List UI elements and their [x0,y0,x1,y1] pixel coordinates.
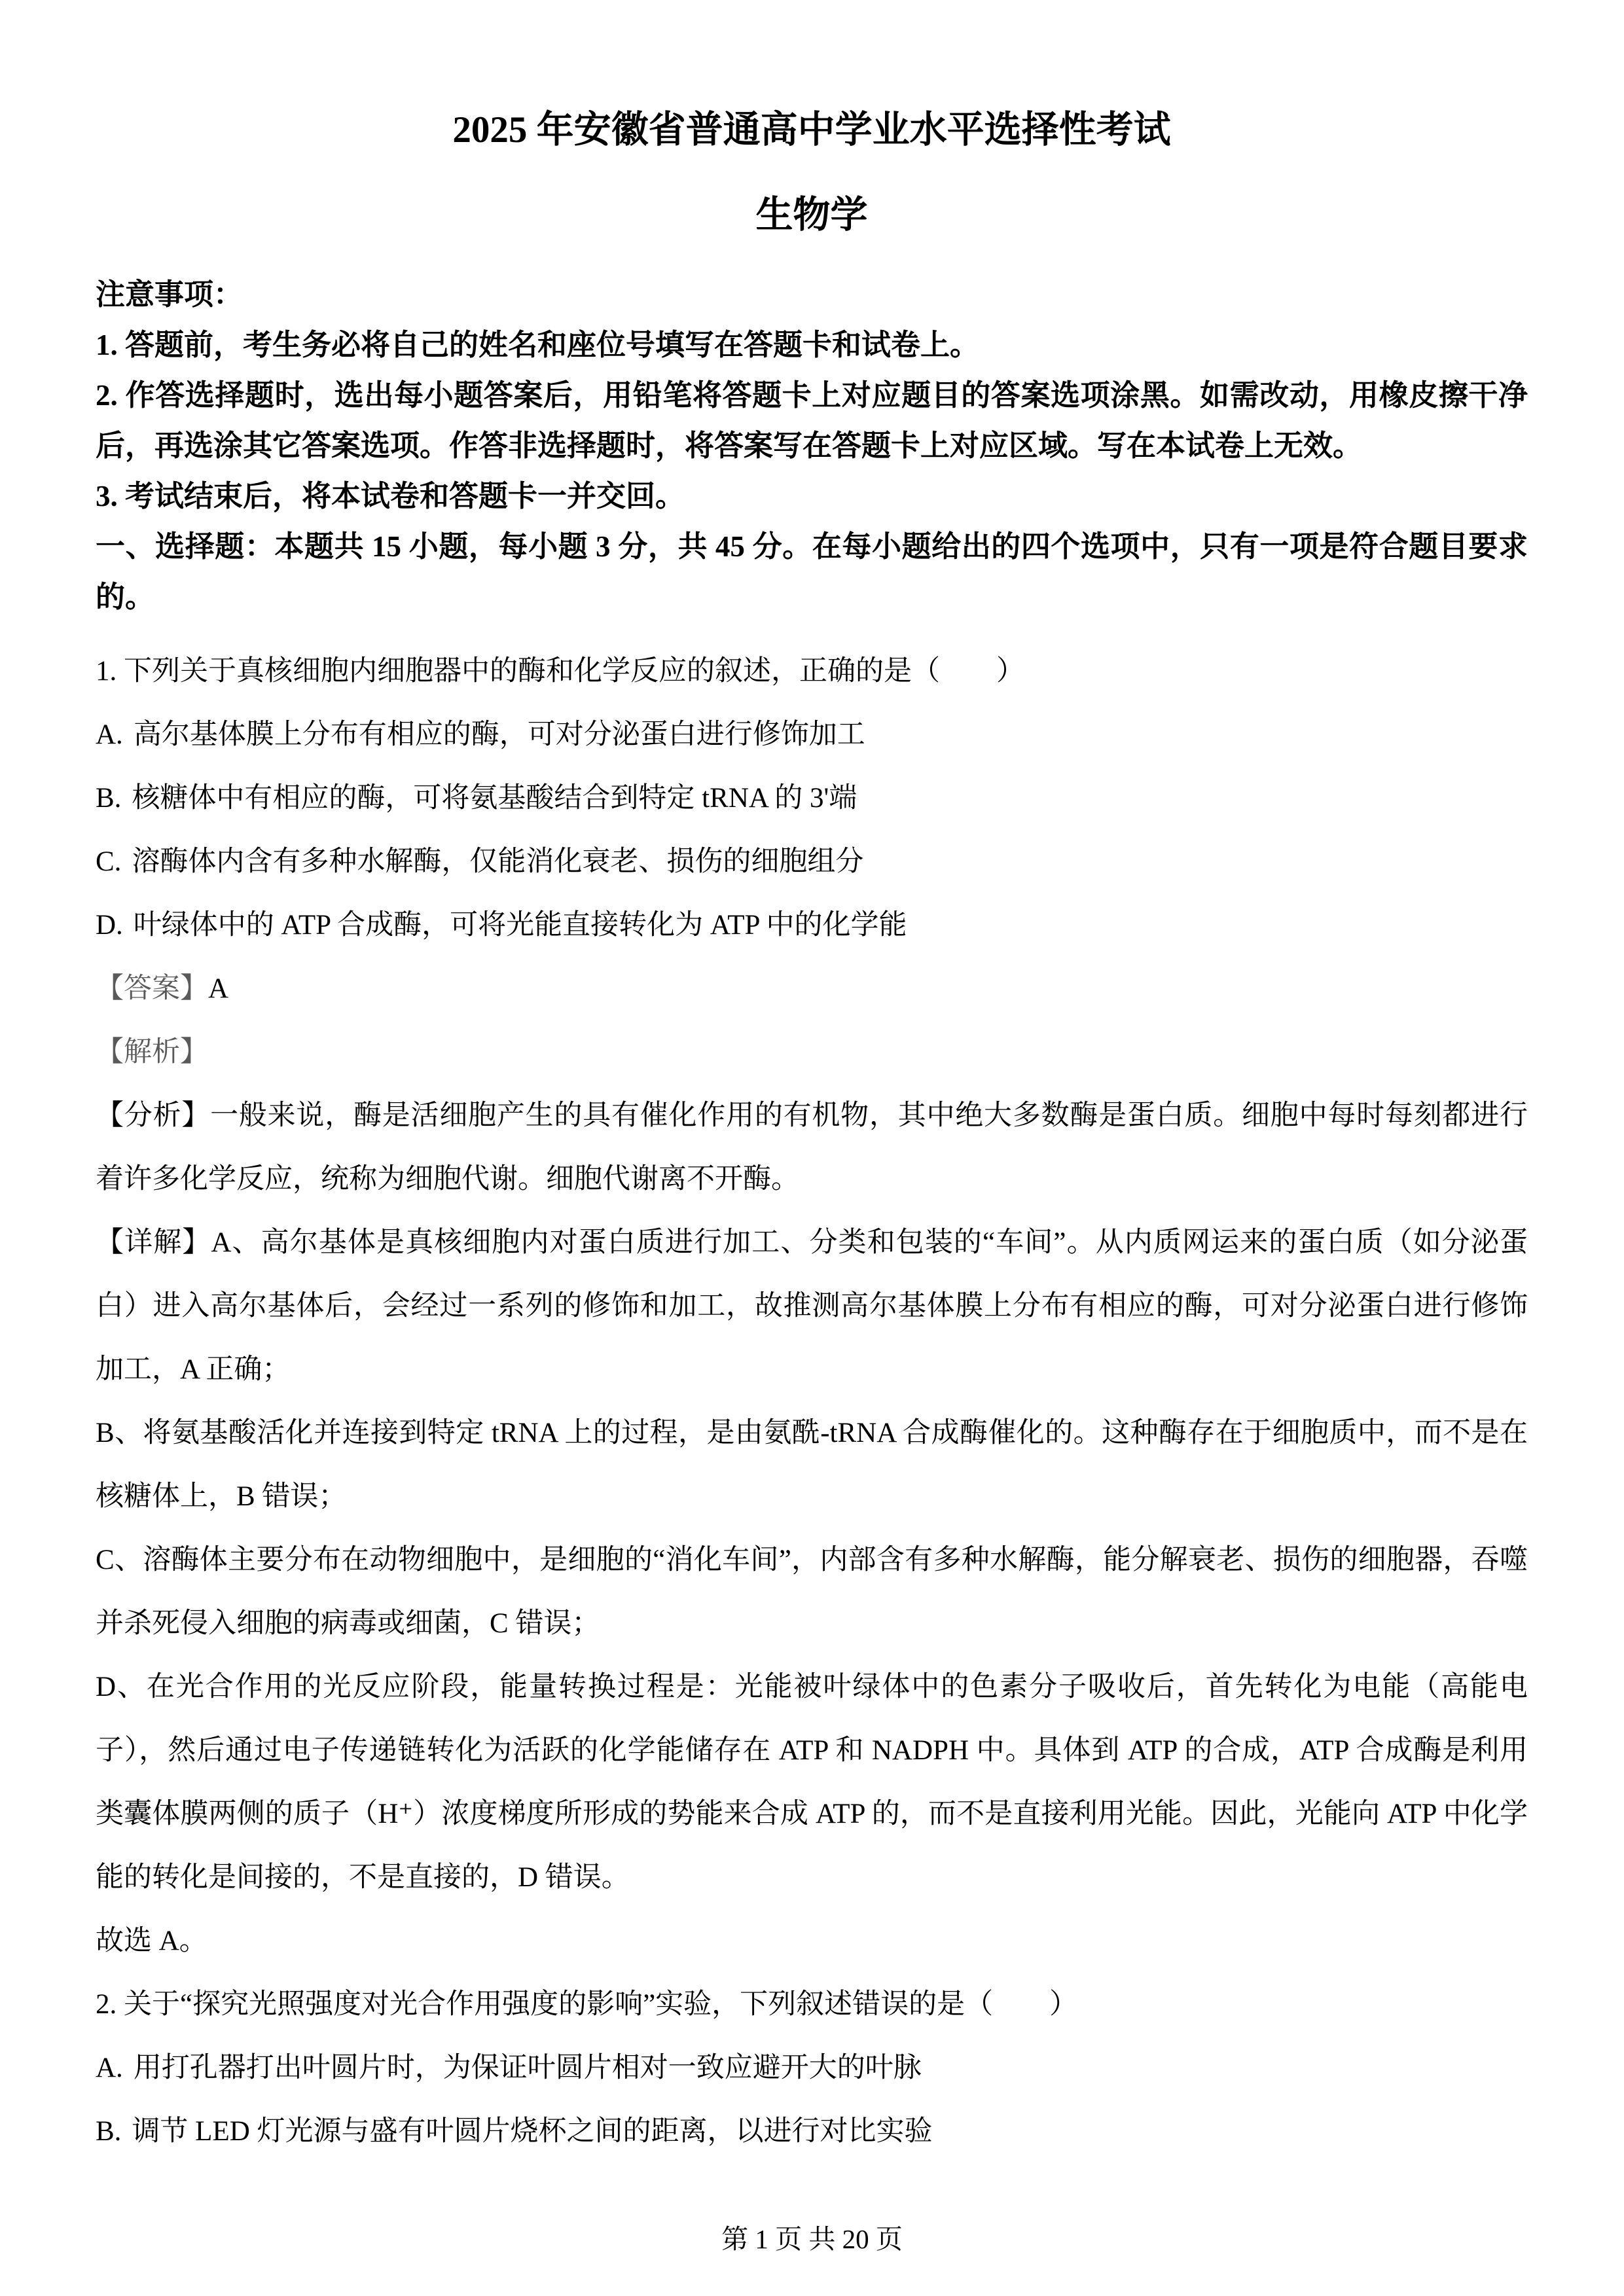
question-2-option-b [96,2100,1528,2163]
question-2-stem: 2. 关于“探究光照强度对光合作用强度的影响”实验，下列叙述错误的是（ ） [96,1989,1078,2020]
questions-section [96,639,1528,2163]
detail-paragraph-d: D、在光合作用的光反应阶段，能量转换过程是：光能被叶绿体中的色素分子吸收后，首先转化为电能（高能电子），然后通过电子传递链转化为活跃的化学能储存在 ATP 和 NADPH 中。具体到 ATP 的合成，ATP 合成酶是利用类囊体膜两侧的质子（H⁺）浓度梯度所形成的势能来合成 ATP 的，而不是直接利用光能。因此，光能向 ATP 中化学能的转化是间接的，不是直接的，D 错误。 [96,1672,1528,1893]
option-text: 叶绿体中的 ATP 合成酶，可将光能直接转化为 ATP 中的化学能 [133,910,907,941]
detail-paragraph-b: B、将氨基酸活化并连接到特定 tRNA 上的过程，是由氨酰-tRNA 合成酶催化的。这种酶存在于细胞质中，而不是在核糖体上，B 错误； [96,1418,1528,1512]
question-1-option-d [96,893,1528,957]
option-label: B. [96,783,122,814]
option-label: C. [96,846,122,877]
conclusion-line: 故选 A。 [96,1926,208,1956]
notice-heading: 注意事项： [96,278,244,311]
xiangjie-tag: 【详解】 [96,1227,211,1258]
notice-item-2: 2. 作答选择题时，选出每小题答案后，用铅笔将答题卡上对应题目的答案选项涂黑。如需改动，用橡皮擦干净后，再选涂其它答案选项。作答非选择题时，将答案写在答题卡上对应区域。写在本试卷上无效。 [96,379,1528,462]
jiexi-label: 【解析】 [96,1037,208,1067]
option-label: B. [96,2116,122,2147]
analysis-label-line [96,1020,1528,1084]
page-subtitle: 生物学 [755,194,868,236]
option-label: D. [96,910,123,941]
detail-paragraph-a [96,1211,1528,1401]
option-text: 溶酶体内含有多种水解酶，仅能消化衰老、损伤的细胞组分 [132,846,864,877]
option-label: A. [96,2053,123,2083]
notice-item-3: 3. 考试结束后，将本试卷和答题卡一并交回。 [96,480,685,512]
detail-text-a: A、高尔基体是真核细胞内对蛋白质进行加工、分类和包装的“车间”。从内质网运来的蛋白质（如分泌蛋白）进入高尔基体后，会经过一系列的修饰和加工，故推测高尔基体膜上分布有相应的酶，可对分泌蛋白进行修饰加工，A 正确； [96,1227,1528,1385]
question-2-option-a [96,2036,1528,2100]
section-heading: 一、选择题：本题共 15 小题，每小题 3 分，共 45 分。在每小题给出的四个选项中，只有一项是符合题目要求的。 [96,530,1528,613]
notice-item-1: 1. 答题前，考生务必将自己的姓名和座位号填写在答题卡和试卷上。 [96,329,980,361]
page-footer: 第 1 页 共 20 页 [721,2224,903,2254]
detail-paragraph-c: C、溶酶体主要分布在动物细胞中，是细胞的“消化车间”，内部含有多种水解酶，能分解衰老、损伤的细胞器，吞噬并杀死侵入细胞的病毒或细菌，C 错误； [96,1545,1528,1639]
option-text: 调节 LED 灯光源与盛有叶圆片烧杯之间的距离，以进行对比实验 [132,2116,933,2147]
option-label: A. [96,719,123,750]
option-text: 高尔基体膜上分布有相应的酶，可对分泌蛋白进行修饰加工 [133,719,865,750]
question-1-option-c [96,830,1528,893]
option-text: 核糖体中有相应的酶，可将氨基酸结合到特定 tRNA 的 3'端 [132,783,857,814]
question-1-option-a [96,703,1528,766]
notice-section [96,270,1528,622]
analysis-paragraph [96,1084,1528,1211]
fenxi-tag: 【分析】 [96,1100,211,1131]
answer-label: 【答案】 [96,973,208,1004]
page-title: 2025 年安徽省普通高中学业水平选择性考试 [452,109,1171,151]
question-1-option-b [96,766,1528,830]
fenxi-text: 一般来说，酶是活细胞产生的具有催化作用的有机物，其中绝大多数酶是蛋白质。细胞中每时每刻都进行着许多化学反应，统称为细胞代谢。细胞代谢离不开酶。 [96,1100,1528,1194]
option-text: 用打孔器打出叶圆片时，为保证叶圆片相对一致应避开大的叶脉 [133,2053,922,2083]
answer-value: A [208,973,229,1004]
question-1-stem: 1. 下列关于真核细胞内细胞器中的酶和化学反应的叙述，正确的是（ ） [96,656,1024,687]
answer-line [96,957,1528,1020]
page-content [96,0,1528,2163]
